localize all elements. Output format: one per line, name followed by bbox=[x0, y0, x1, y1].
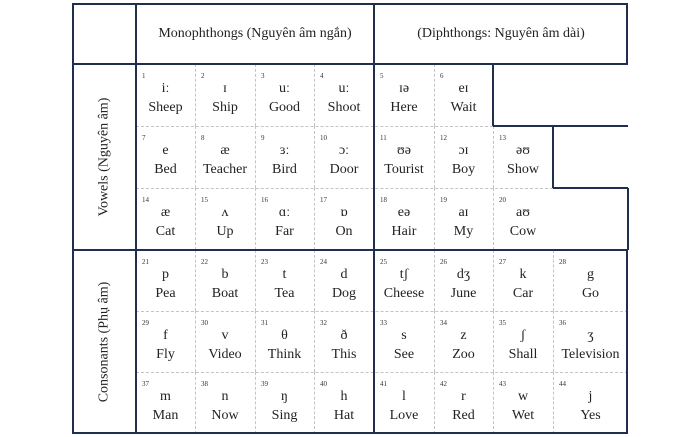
example-word: Pea bbox=[155, 286, 176, 301]
phoneme-cell bbox=[493, 126, 553, 188]
phoneme-number: 6 bbox=[440, 72, 444, 80]
phoneme-symbol: uː bbox=[279, 81, 290, 96]
phoneme-number: 41 bbox=[380, 380, 387, 388]
phoneme-number: 12 bbox=[440, 134, 447, 142]
phoneme-symbol: ʒ bbox=[587, 328, 594, 343]
example-word: My bbox=[453, 224, 474, 239]
phoneme-symbol: ɒ bbox=[340, 205, 348, 220]
phoneme-cell bbox=[255, 372, 314, 434]
phoneme-symbol: æ bbox=[160, 205, 171, 220]
phoneme-cell bbox=[493, 250, 553, 311]
phoneme-symbol: r bbox=[461, 389, 466, 404]
phoneme-number: 18 bbox=[380, 196, 387, 204]
grid-border bbox=[626, 3, 628, 64]
phoneme-symbol: b bbox=[221, 267, 229, 282]
phoneme-cell bbox=[553, 250, 628, 311]
consonants-side-label: Consonants (Phụ âm) bbox=[96, 281, 111, 403]
phoneme-cell bbox=[493, 372, 553, 434]
phoneme-cell bbox=[374, 64, 434, 126]
phoneme-cell bbox=[374, 311, 434, 372]
phoneme-cell bbox=[374, 126, 434, 188]
phoneme-symbol: ɪə bbox=[398, 81, 410, 96]
phoneme-cell bbox=[136, 372, 195, 434]
example-word: Cheese bbox=[383, 286, 425, 301]
phoneme-number: 21 bbox=[142, 258, 149, 266]
example-word: On bbox=[335, 224, 353, 239]
phoneme-cell bbox=[136, 64, 195, 126]
phoneme-number: 42 bbox=[440, 380, 447, 388]
phoneme-cell bbox=[553, 372, 628, 434]
phoneme-symbol: aʊ bbox=[516, 205, 530, 220]
phoneme-number: 31 bbox=[261, 319, 268, 327]
example-word: Up bbox=[216, 224, 234, 239]
phoneme-symbol: æ bbox=[220, 143, 230, 158]
phoneme-symbol: eɪ bbox=[458, 81, 469, 96]
phoneme-number: 17 bbox=[320, 196, 327, 204]
phoneme-symbol: l bbox=[402, 389, 406, 404]
phoneme-number: 4 bbox=[320, 72, 324, 80]
phoneme-symbol: p bbox=[162, 267, 169, 282]
phoneme-cell bbox=[374, 188, 434, 250]
example-word: Zoo bbox=[452, 347, 475, 362]
phoneme-cell bbox=[195, 311, 255, 372]
example-word: Car bbox=[512, 286, 534, 301]
phoneme-number: 13 bbox=[499, 134, 506, 142]
phoneme-symbol: ɪ bbox=[223, 81, 227, 96]
phoneme-symbol: d bbox=[340, 267, 348, 282]
phoneme-number: 30 bbox=[201, 319, 208, 327]
phoneme-symbol: ɜː bbox=[279, 143, 290, 158]
phoneme-cell bbox=[374, 250, 434, 311]
phoneme-cell bbox=[374, 372, 434, 434]
phoneme-number: 24 bbox=[320, 258, 327, 266]
phoneme-cell bbox=[434, 311, 493, 372]
example-word: Far bbox=[275, 224, 294, 239]
phoneme-cell bbox=[255, 64, 314, 126]
phoneme-number: 9 bbox=[261, 134, 265, 142]
phoneme-symbol: eə bbox=[397, 205, 411, 220]
example-word: Sing bbox=[271, 408, 298, 423]
phoneme-number: 43 bbox=[499, 380, 506, 388]
phoneme-symbol: uː bbox=[338, 81, 350, 96]
phoneme-number: 28 bbox=[559, 258, 566, 266]
phoneme-number: 34 bbox=[440, 319, 447, 327]
phoneme-symbol: n bbox=[221, 389, 229, 404]
phoneme-cell bbox=[553, 311, 628, 372]
example-word: Think bbox=[267, 347, 302, 362]
example-word: Hat bbox=[333, 408, 355, 423]
example-word: June bbox=[450, 286, 477, 301]
phoneme-number: 3 bbox=[261, 72, 265, 80]
phoneme-number: 15 bbox=[201, 196, 208, 204]
phoneme-symbol: ɔɪ bbox=[458, 143, 469, 158]
phoneme-cell bbox=[434, 126, 493, 188]
example-word: Boy bbox=[451, 162, 476, 177]
example-word: Go bbox=[581, 286, 600, 301]
phoneme-symbol: ð bbox=[340, 328, 348, 343]
phoneme-symbol: tʃ bbox=[399, 267, 409, 282]
phoneme-cell bbox=[255, 126, 314, 188]
phoneme-number: 1 bbox=[142, 72, 146, 80]
example-word: Hair bbox=[391, 224, 417, 239]
grid-border bbox=[72, 3, 628, 5]
phoneme-cell bbox=[195, 64, 255, 126]
example-word: Television bbox=[561, 347, 620, 362]
phoneme-symbol: ɑː bbox=[278, 205, 291, 220]
phoneme-number: 11 bbox=[380, 134, 387, 142]
phoneme-number: 14 bbox=[142, 196, 149, 204]
phoneme-cell bbox=[493, 311, 553, 372]
phoneme-cell bbox=[136, 126, 195, 188]
phoneme-symbol: əʊ bbox=[516, 143, 530, 158]
example-word: Video bbox=[208, 347, 242, 362]
example-word: Dog bbox=[331, 286, 357, 301]
phoneme-number: 27 bbox=[499, 258, 506, 266]
example-word: Teacher bbox=[202, 162, 248, 177]
grid-border bbox=[553, 187, 628, 189]
phoneme-symbol: z bbox=[460, 328, 467, 343]
phoneme-symbol: ʌ bbox=[221, 205, 229, 220]
example-word: Fly bbox=[156, 347, 175, 362]
phoneme-number: 16 bbox=[261, 196, 268, 204]
example-word: Love bbox=[389, 408, 419, 423]
phoneme-symbol: v bbox=[221, 328, 229, 343]
phoneme-symbol: aɪ bbox=[458, 205, 469, 220]
vowels-side-label: Vowels (Nguyên âm) bbox=[96, 97, 112, 217]
monophthongs-header: Monophthongs (Nguyên âm ngắn) bbox=[158, 25, 352, 41]
example-word: See bbox=[393, 347, 415, 362]
phoneme-number: 38 bbox=[201, 380, 208, 388]
grid-border bbox=[72, 3, 74, 434]
example-word: Door bbox=[329, 162, 359, 177]
phoneme-cell bbox=[136, 188, 195, 250]
phoneme-cell bbox=[314, 311, 374, 372]
phoneme-cell bbox=[434, 64, 493, 126]
phoneme-number: 8 bbox=[201, 134, 205, 142]
phoneme-symbol: j bbox=[588, 389, 593, 404]
example-word: Cat bbox=[155, 224, 176, 239]
phoneme-symbol: ɔː bbox=[338, 143, 350, 158]
phoneme-number: 22 bbox=[201, 258, 208, 266]
phoneme-cell bbox=[493, 188, 553, 250]
phoneme-cell bbox=[314, 250, 374, 311]
example-word: Shall bbox=[508, 347, 538, 362]
phoneme-symbol: ʃ bbox=[520, 328, 526, 343]
example-word: Tea bbox=[274, 286, 295, 301]
phoneme-symbol: dʒ bbox=[456, 267, 471, 282]
example-word: Here bbox=[390, 100, 418, 115]
phoneme-cell bbox=[195, 372, 255, 434]
example-word: Sheep bbox=[148, 100, 183, 115]
phoneme-number: 26 bbox=[440, 258, 447, 266]
phoneme-symbol: g bbox=[587, 267, 594, 282]
example-word: Bed bbox=[154, 162, 177, 177]
example-word: Man bbox=[152, 408, 179, 423]
example-word: Yes bbox=[580, 408, 601, 423]
phoneme-cell bbox=[195, 250, 255, 311]
grid-border bbox=[627, 188, 629, 250]
example-word: Ship bbox=[212, 100, 238, 115]
phoneme-number: 32 bbox=[320, 319, 327, 327]
phoneme-cell bbox=[314, 126, 374, 188]
phoneme-number: 23 bbox=[261, 258, 268, 266]
phoneme-cell bbox=[314, 372, 374, 434]
example-word: Boat bbox=[211, 286, 239, 301]
phoneme-symbol: t bbox=[282, 267, 287, 282]
phoneme-cell bbox=[195, 188, 255, 250]
phoneme-cell bbox=[434, 250, 493, 311]
phoneme-symbol: ŋ bbox=[281, 389, 288, 404]
phoneme-number: 10 bbox=[320, 134, 327, 142]
phoneme-cell bbox=[434, 372, 493, 434]
phoneme-symbol: θ bbox=[281, 328, 288, 343]
phoneme-number: 44 bbox=[559, 380, 566, 388]
phoneme-number: 40 bbox=[320, 380, 327, 388]
phoneme-cell bbox=[255, 250, 314, 311]
phoneme-cell bbox=[314, 188, 374, 250]
phoneme-number: 25 bbox=[380, 258, 387, 266]
phoneme-symbol: h bbox=[340, 389, 348, 404]
phoneme-number: 33 bbox=[380, 319, 387, 327]
phoneme-cell bbox=[314, 64, 374, 126]
phoneme-symbol: e bbox=[162, 143, 169, 158]
phoneme-symbol: s bbox=[401, 328, 407, 343]
example-word: Red bbox=[452, 408, 475, 423]
example-word: Now bbox=[211, 408, 239, 423]
phoneme-number: 19 bbox=[440, 196, 447, 204]
phoneme-number: 36 bbox=[559, 319, 566, 327]
phoneme-cell bbox=[136, 250, 195, 311]
example-word: This bbox=[331, 347, 357, 362]
example-word: Bird bbox=[272, 162, 297, 177]
phoneme-number: 35 bbox=[499, 319, 506, 327]
example-word: Tourist bbox=[384, 162, 424, 177]
phoneme-number: 29 bbox=[142, 319, 149, 327]
phoneme-symbol: k bbox=[519, 267, 527, 282]
phoneme-symbol: iː bbox=[161, 81, 170, 96]
diphthongs-header: (Diphthongs: Nguyên âm dài) bbox=[417, 25, 585, 41]
phoneme-number: 37 bbox=[142, 380, 149, 388]
phoneme-cell bbox=[434, 188, 493, 250]
phoneme-cell bbox=[255, 311, 314, 372]
phoneme-number: 20 bbox=[499, 196, 506, 204]
phoneme-number: 7 bbox=[142, 134, 146, 142]
example-word: Show bbox=[507, 162, 539, 177]
phoneme-symbol: w bbox=[517, 389, 529, 404]
example-word: Wet bbox=[511, 408, 535, 423]
example-word: Cow bbox=[509, 224, 537, 239]
phoneme-cell bbox=[136, 311, 195, 372]
phoneme-symbol: f bbox=[163, 328, 168, 343]
example-word: Good bbox=[268, 100, 301, 115]
phoneme-number: 2 bbox=[201, 72, 205, 80]
phoneme-symbol: ʊə bbox=[397, 143, 411, 158]
phoneme-number: 5 bbox=[380, 72, 384, 80]
phoneme-cell bbox=[195, 126, 255, 188]
phoneme-number: 39 bbox=[261, 380, 268, 388]
example-word: Shoot bbox=[327, 100, 361, 115]
phoneme-symbol: m bbox=[160, 389, 171, 404]
phonetic-chart bbox=[72, 3, 628, 434]
example-word: Wait bbox=[450, 100, 477, 115]
phoneme-cell bbox=[255, 188, 314, 250]
